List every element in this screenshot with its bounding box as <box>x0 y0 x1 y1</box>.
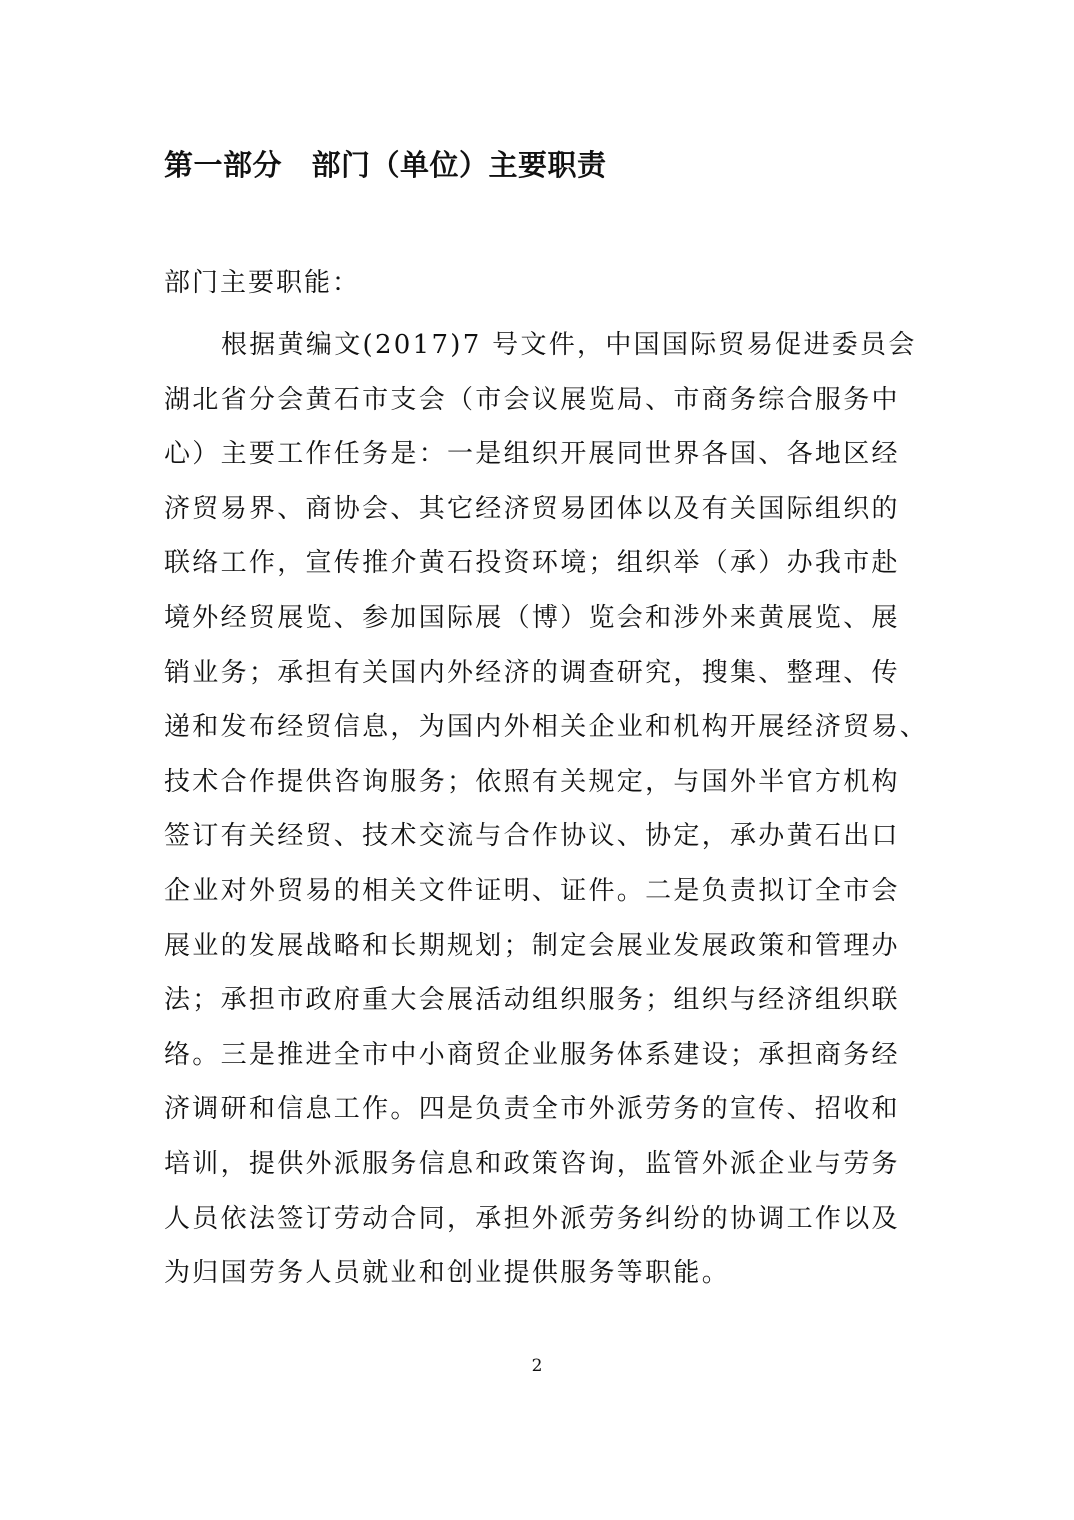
section-heading: 第一部分 部门（单位）主要职责 <box>164 148 607 182</box>
body-line: 为归国劳务人员就业和创业提供服务等职能。 <box>164 1258 731 1289</box>
body-line: 递和发布经贸信息，为国内外相关企业和机构开展经济贸易、 <box>164 712 929 743</box>
body-line: 展业的发展战略和长期规划；制定会展业发展政策和管理办 <box>164 930 900 961</box>
body-line: 培训，提供外派服务信息和政策咨询，监管外派企业与劳务 <box>164 1148 900 1179</box>
body-line: 签订有关经贸、技术交流与合作协议、协定，承办黄石出口 <box>164 821 900 852</box>
body-line: 根据黄编文(2017)7 号文件，中国国际贸易促进委员会 <box>221 330 917 360</box>
page-number: 2 <box>531 1356 543 1376</box>
sub-heading: 部门主要职能： <box>164 268 361 298</box>
body-line: 法；承担市政府重大会展活动组织服务；组织与经济组织联 <box>164 985 900 1016</box>
body-line: 济贸易界、商协会、其它经济贸易团体以及有关国际组织的 <box>164 493 900 524</box>
body-line: 销业务；承担有关国内外经济的调查研究，搜集、整理、传 <box>164 657 900 688</box>
body-line: 济调研和信息工作。四是负责全市外派劳务的宣传、招收和 <box>164 1094 900 1125</box>
body-line: 人员依法签订劳动合同，承担外派劳务纠纷的协调工作以及 <box>164 1203 900 1234</box>
body-paragraph <box>164 318 929 1301</box>
body-line: 企业对外贸易的相关文件证明、证件。二是负责拟订全市会 <box>164 875 900 906</box>
body-line: 技术合作提供咨询服务；依照有关规定，与国外半官方机构 <box>164 766 900 797</box>
body-line: 湖北省分会黄石市支会（市会议展览局、市商务综合服务中 <box>164 384 900 415</box>
body-line: 络。三是推进全市中小商贸企业服务体系建设；承担商务经 <box>164 1039 900 1070</box>
body-line: 联络工作，宣传推介黄石投资环境；组织举（承）办我市赴 <box>164 548 900 579</box>
body-line: 心）主要工作任务是：一是组织开展同世界各国、各地区经 <box>164 439 900 470</box>
body-line: 境外经贸展览、参加国际展（博）览会和涉外来黄展览、展 <box>164 602 900 633</box>
